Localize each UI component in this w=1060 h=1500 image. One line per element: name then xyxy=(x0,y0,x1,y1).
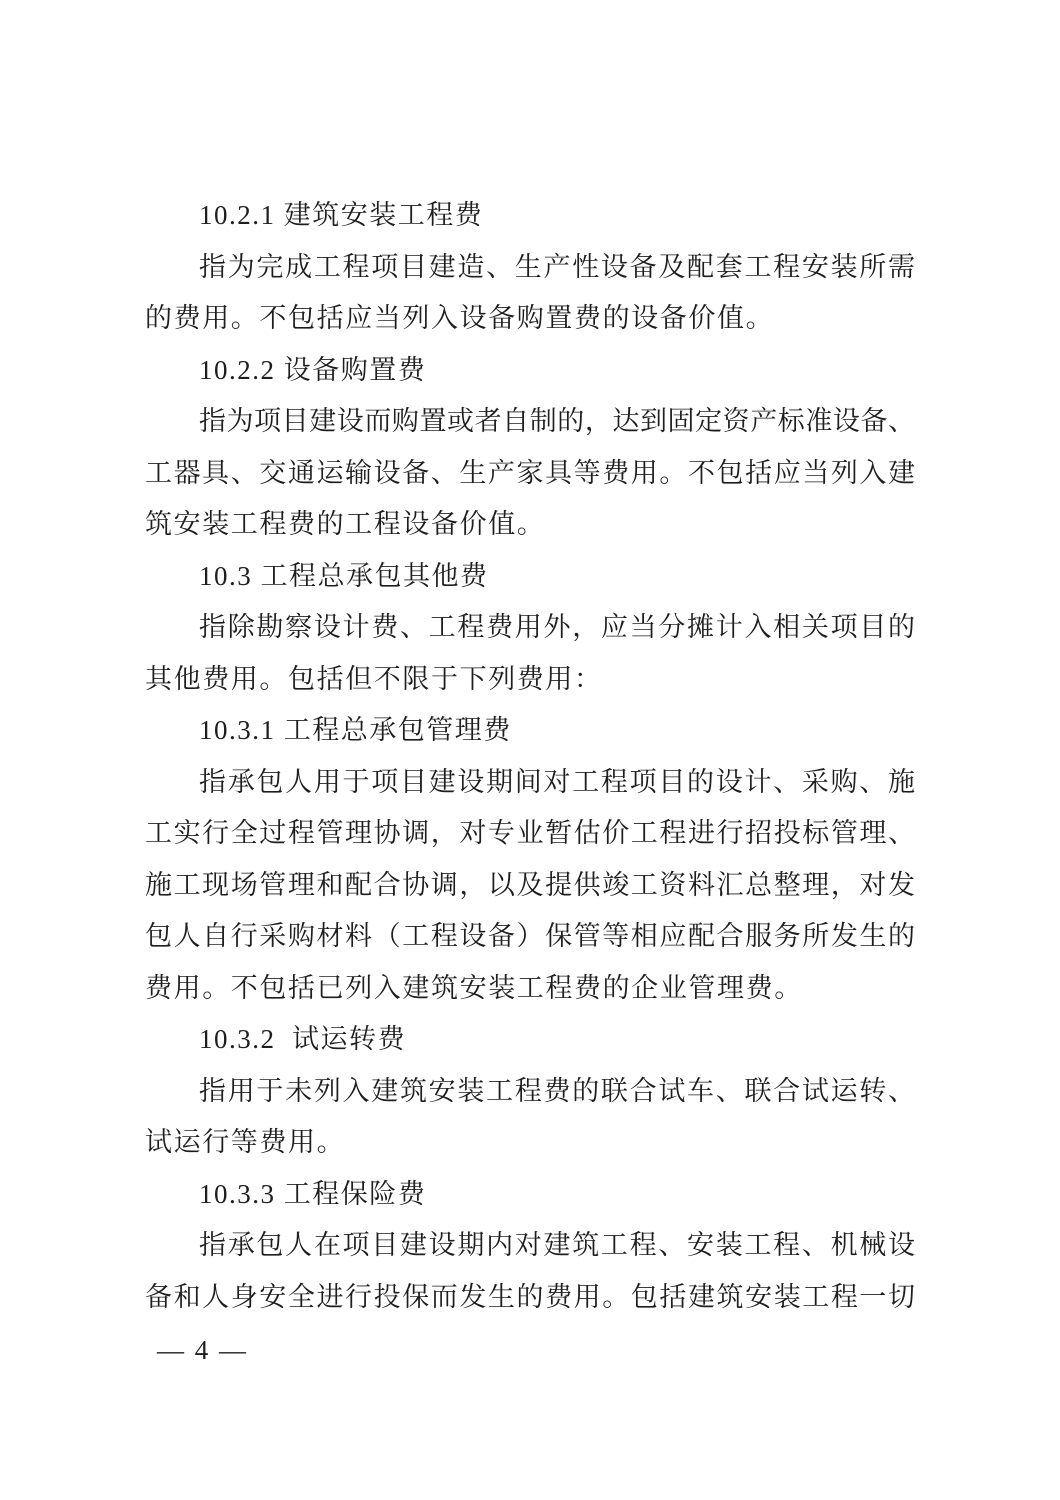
body-text-line: 指承包人用于项目建设期间对工程项目的设计、采购、施 xyxy=(199,766,915,797)
body-text-line: 指为完成工程项目建造、生产性设备及配套工程安装所需 xyxy=(199,251,915,282)
section-heading-10-3-3: 10.3.3 工程保险费 xyxy=(199,1178,427,1209)
body-text-line: 指承包人在项目建设期内对建筑工程、安装工程、机械设 xyxy=(199,1230,915,1260)
document-body xyxy=(145,190,915,1323)
body-text-line: 费用。不包括已列入建筑安装工程费的企业管理费。 xyxy=(145,972,803,1003)
body-text-line: 筑安装工程费的工程设备价值。 xyxy=(145,509,546,539)
body-text-line: 工实行全过程管理协调，对专业暂估价工程进行招投标管理、 xyxy=(145,818,915,848)
body-text-line: 工器具、交通运输设备、生产家具等费用。不包括应当列入建 xyxy=(145,457,915,488)
body-text-line: 包人自行采购材料（工程设备）保管等相应配合服务所发生的 xyxy=(145,921,915,951)
body-text-line: 指除勘察设计费、工程费用外，应当分摊计入相关项目的 xyxy=(199,612,915,642)
page-number: — 4 — xyxy=(157,1335,248,1365)
section-heading-10-2-2: 10.2.2 设备购置费 xyxy=(199,354,427,385)
body-text-line: 其他费用。包括但不限于下列费用： xyxy=(145,663,603,694)
section-heading-10-2-1: 10.2.1 建筑安装工程费 xyxy=(199,200,484,230)
body-text-line: 指为项目建设而购置或者自制的，达到固定资产标准设备、 xyxy=(199,406,915,436)
body-text-line: 指用于未列入建筑安装工程费的联合试车、联合试运转、 xyxy=(199,1075,915,1106)
body-text-line: 的费用。不包括应当列入设备购置费的设备价值。 xyxy=(145,303,775,333)
body-text-line: 备和人身安全进行投保而发生的费用。包括建筑安装工程一切 xyxy=(145,1281,915,1312)
section-heading-10-3-2: 10.3.2 试运转费 xyxy=(199,1024,406,1054)
section-heading-10-3: 10.3 工程总承包其他费 xyxy=(199,560,489,591)
body-text-line: 施工现场管理和配合协调，以及提供竣工资料汇总整理，对发 xyxy=(145,869,915,900)
section-heading-10-3-1: 10.3.1 工程总承包管理费 xyxy=(199,715,512,745)
body-text-line: 试运行等费用。 xyxy=(145,1127,346,1157)
